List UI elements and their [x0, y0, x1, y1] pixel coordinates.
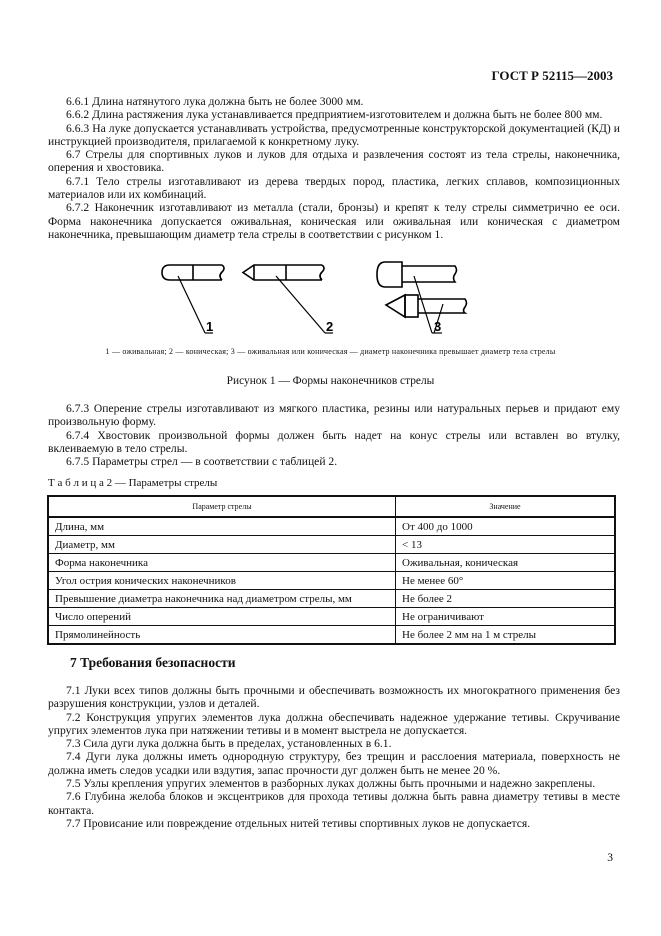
- table-row: [48, 608, 615, 626]
- arrow-ogival: [162, 265, 224, 333]
- paragraph: 7.5 Узлы крепления упругих элементов в разборных луках должны быть прочными и надежно закреплены.: [66, 777, 596, 791]
- arrowhead-figure: [0, 255, 661, 345]
- arrow-conical: [243, 265, 333, 333]
- paragraph: 7.2 Конструкция упругих элементов лука должна обеспечивать надежное удержание тетивы. Скручивание упругих элементов лука при натяжении тетивы и в момент выстрела не допускается.: [48, 710, 620, 737]
- table-row: [48, 626, 615, 645]
- paragraph: 6.6.3 На луке допускается устанавливать устройства, предусмотренные конструкторской документацией (КД) и инструкцией производителя, прилагаемой к конкретному луку.: [48, 121, 620, 148]
- cell: Не менее 60°: [396, 572, 616, 590]
- paragraph: 7.1 Луки всех типов должны быть прочными и обеспечивать возможность их многократного применения без разрушения конструкции, узлов и деталей.: [48, 684, 620, 711]
- cell: Форма наконечника: [48, 554, 396, 572]
- paragraph: 7.3 Сила дуги лука должна быть в пределах, установленных в 6.1.: [66, 737, 392, 751]
- cell: Оживальная, коническая: [396, 554, 616, 572]
- paragraph: 6.7.4 Хвостовик произвольной формы должен быть надет на конус стрелы или вставлен во втулку, вклеиваемую в тело стрелы.: [48, 428, 620, 455]
- paragraph: 6.7.5 Параметры стрел — в соответствии с таблицей 2.: [66, 455, 338, 469]
- table-row: [48, 572, 615, 590]
- document-header: ГОСТ Р 52115—2003: [491, 68, 613, 83]
- paragraph: 7.4 Дуги лука должны иметь однородную структуру, без трещин и расслоения материала, поверхность не должна иметь следов усадки или вздутия, запас прочности дуг должен быть не менее 20 %.: [48, 750, 620, 777]
- page-number: 3: [607, 852, 613, 864]
- figure-label-1: 1: [206, 319, 214, 334]
- cell: Диаметр, мм: [48, 536, 396, 554]
- cell: Угол острия конических наконечников: [48, 572, 396, 590]
- cell: < 13: [396, 536, 616, 554]
- cell: От 400 до 1000: [396, 517, 616, 536]
- table-row: [48, 554, 615, 572]
- arrow-oversize-ogival: [377, 262, 457, 333]
- table-row: [48, 590, 615, 608]
- cell: Не более 2 мм на 1 м стрелы: [396, 626, 616, 645]
- table-caption: Т а б л и ц а 2 — Параметры стрелы: [48, 477, 218, 489]
- section-heading: 7 Требования безопасности: [70, 655, 236, 670]
- paragraph: 6.6.1 Длина натянутого лука должна быть не более 3000 мм.: [66, 95, 364, 108]
- cell: Длина, мм: [48, 517, 396, 536]
- cell: Не ограничивают: [396, 608, 616, 626]
- figure-caption: Рисунок 1 — Формы наконечников стрелы: [226, 375, 435, 387]
- table-row: [48, 517, 615, 536]
- cell: Прямолинейность: [48, 626, 396, 645]
- cell: Превышение диаметра наконечника над диаметром стрелы, мм: [48, 590, 396, 608]
- paragraph: 6.7 Стрелы для спортивных луков и луков для отдыха и развлечения состоят из тела стрелы, наконечника, оперения и хвостовика.: [48, 148, 620, 175]
- figure-legend: 1 — оживальная; 2 — коническая; 3 — оживальная или коническая — диаметр наконечника превышает диаметр тела стрелы: [105, 347, 556, 356]
- cell: Число оперений: [48, 608, 396, 626]
- paragraph: 6.6.2 Длина растяжения лука устанавливается предприятием-изготовителем и должна быть не более 800 мм.: [66, 108, 603, 122]
- column-header: Параметр стрелы: [48, 496, 396, 517]
- paragraph: 7.7 Провисание или повреждение отдельных нитей тетивы спортивных луков не допускается.: [66, 816, 531, 830]
- paragraph: 6.7.3 Оперение стрелы изготавливают из мягкого пластика, резины или натуральных перьев и придают ему произвольную форму.: [48, 402, 620, 429]
- table-header-row: [48, 496, 615, 517]
- figure-label-2: 2: [326, 319, 334, 334]
- text-block-top: [48, 95, 620, 241]
- paragraph: 6.7.1 Тело стрелы изготавливают из дерева твердых пород, пластика, легких сплавов, композиционных материалов или их комбинаций.: [48, 174, 620, 202]
- figure-label-3: 3: [434, 319, 442, 334]
- paragraph: 6.7.2 Наконечник изготавливают из металла (стали, бронзы) и крепят к телу стрелы симметрично ее оси. Форма наконечника допускается оживальная, коническая или оживальная или коническая с диаметром наконечника, превышающим диаметр тела стрелы в соответствии с рисунком 1.: [48, 201, 620, 241]
- column-header: Значение: [396, 496, 616, 517]
- text-block-section7: [48, 684, 620, 830]
- text-block-mid: [48, 402, 620, 468]
- paragraph: 7.6 Глубина желоба блоков и эксцентриков для прохода тетивы должна быть равна диаметру тетивы в месте контакта.: [48, 790, 620, 817]
- arrow-parameters-table: [47, 495, 616, 645]
- cell: Не более 2: [396, 590, 616, 608]
- table-row: [48, 536, 615, 554]
